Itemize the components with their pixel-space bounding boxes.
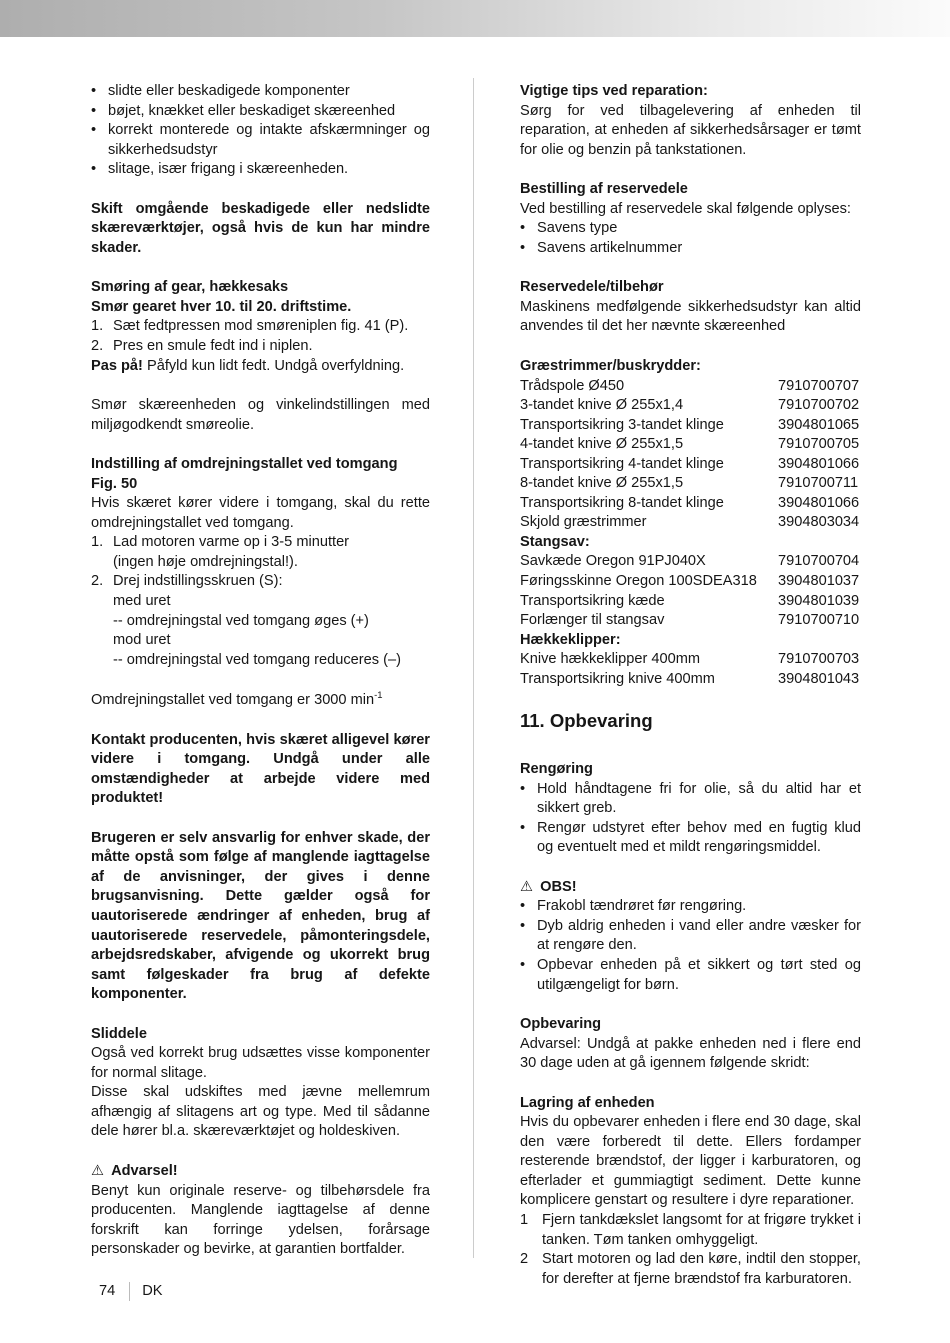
paragraph: Advarsel: Undgå at pakke enheden ned i flere end 30 dage uden at gå igennem følgende skridt:	[520, 1035, 861, 1072]
bold-paragraph: Skift omgående beskadigede eller nedslidte skæreværktøjer, også hvis de kun har mindre skader.	[91, 200, 430, 256]
heading-line: Lagring af enheden	[520, 1094, 655, 1111]
bullet-item	[520, 780, 861, 819]
language-code: DK	[142, 1283, 163, 1299]
section-heading	[520, 180, 861, 200]
note-lead: Pas på!	[91, 357, 143, 374]
part-name: 4-tandet knive Ø 255x1,5	[520, 436, 684, 453]
page-number: 74	[99, 1283, 116, 1299]
list-number: 1	[520, 1212, 529, 1229]
warning-heading	[91, 1162, 430, 1182]
list-number: 1.	[91, 534, 104, 551]
left-column	[91, 82, 430, 1280]
section-heading	[91, 1025, 430, 1045]
part-number: 7910700711	[778, 475, 859, 492]
section-heading	[520, 82, 861, 102]
bullet-item	[91, 102, 430, 122]
part-number: 7910700704	[778, 553, 860, 570]
list-line: Fjern tankdækslet langsomt for at frigøre trykket i tanken. Tøm tanken omhyggeligt.	[542, 1212, 861, 1248]
part-number: 7910700702	[778, 397, 860, 414]
bullet-list	[520, 897, 861, 995]
numbered-list	[520, 1211, 861, 1289]
bullet-marker: •	[91, 102, 97, 119]
part-name: 8-tandet knive Ø 255x1,5	[520, 475, 684, 492]
part-number: 3904801037	[778, 573, 860, 590]
part-name: Transportsikring knive 400mm	[520, 670, 715, 687]
bullet-text: Opbevar enheden på et sikkert og tørt sted og utilgængeligt for børn.	[537, 957, 861, 993]
bullet-item	[520, 219, 861, 239]
warning-label: OBS!	[540, 878, 577, 895]
parts-section-header: Hækkeklipper:	[520, 631, 621, 648]
paragraph: Sørg for ved tilbagelevering af enheden til reparation, at enheden af sikkerhedsårsager er tømt for olie og benzin på tankstationen.	[520, 102, 861, 158]
bullet-marker: •	[520, 819, 526, 836]
bullet-item	[520, 917, 861, 956]
paragraph: Også ved korrekt brug udsættes visse komponenter for normal slitage.	[91, 1045, 430, 1081]
list-number: 1.	[91, 318, 104, 335]
bullet-list	[91, 82, 430, 180]
bullet-marker: •	[520, 239, 526, 256]
section-heading	[91, 455, 430, 494]
numbered-list	[91, 533, 430, 670]
part-number: 3904801066	[778, 455, 860, 472]
parts-row	[520, 474, 861, 494]
part-number: 7910700705	[778, 436, 860, 453]
list-line: Start motoren og lad den køre, indtil den stopper, for derefter at fjerne brændstof fra karburatoren.	[542, 1251, 861, 1287]
part-number: 3904801043	[778, 670, 860, 687]
list-text	[542, 1211, 861, 1250]
paragraph: Hvis du opbevarer enheden i flere end 30 dage, skal den være forberedt til dette. Ellers fordamper resterende brændstof, der ligger i karburatoren, og efterlader et gummiagtigt sediment. Dette kunne komplicere genstart og resultere i dyre reparationer.	[520, 1114, 861, 1209]
bold-paragraph: Kontakt producenten, hvis skæret alligevel kører videre i tomgang. Undgå under alle omstændigheder at arbejde videre med produktet!	[91, 731, 430, 807]
note-paragraph: Pas på! Påfyld kun lidt fedt. Undgå overfyldning.	[91, 357, 405, 374]
heading-line: Sliddele	[91, 1025, 147, 1042]
bullet-text: bøjet, knækket eller beskadiget skæreenhed	[108, 102, 396, 119]
parts-row	[520, 572, 861, 592]
footer-divider	[129, 1282, 130, 1301]
list-item	[520, 1211, 861, 1250]
list-text	[113, 533, 430, 572]
list-text	[113, 317, 430, 337]
column-divider	[473, 78, 474, 1258]
bullet-list	[520, 219, 861, 258]
parts-row	[520, 416, 861, 436]
section-heading	[91, 278, 430, 317]
part-name: Savkæde Oregon 91PJ040X	[520, 553, 706, 570]
part-name: Transportsikring kæde	[520, 592, 665, 609]
warning-heading	[520, 878, 861, 898]
heading-line: Indstilling af omdrejningstallet ved tomgang	[91, 456, 398, 473]
list-subline: -- omdrejningstal ved tomgang øges (+)	[113, 612, 369, 629]
list-line: Drej indstillingsskruen (S):	[113, 573, 283, 590]
list-line: Sæt fedtpressen mod smøreniplen fig. 41 (P).	[113, 318, 409, 335]
part-name: Skjold græstrimmer	[520, 514, 647, 531]
parts-row	[520, 611, 861, 631]
section-heading	[520, 1094, 861, 1114]
superscript: -1	[374, 690, 383, 702]
part-number: 3904801066	[778, 494, 860, 511]
paragraph: Disse skal udskiftes med jævne mellemrum afhængig af slitagens art og type. Med til sådanne dele hører bl.a. skæreværktøjet og holdeskiven.	[91, 1084, 430, 1140]
list-number: 2.	[91, 338, 104, 355]
list-item	[91, 572, 430, 670]
bullet-text: Savens artikelnummer	[537, 239, 683, 256]
parts-row	[520, 494, 861, 514]
bullet-text: Hold håndtagene fri for olie, så du altid har et sikkert greb.	[537, 780, 861, 817]
chapter-heading: 11. Opbevaring	[520, 710, 653, 732]
section-heading	[520, 760, 861, 780]
bullet-item	[520, 956, 861, 995]
parts-section-header: Stangsav:	[520, 533, 590, 550]
part-name: Transportsikring 4-tandet klinge	[520, 455, 724, 472]
paragraph: Ved bestilling af reservedele skal følgende oplyses:	[520, 200, 851, 217]
part-name: Transportsikring 3-tandet klinge	[520, 416, 724, 433]
heading-line: Smør gearet hver 10. til 20. driftstime.	[91, 298, 352, 315]
part-name: Forlænger til stangsav	[520, 612, 665, 629]
warning-label: Advarsel!	[111, 1163, 178, 1180]
bullet-marker: •	[520, 957, 526, 974]
list-item	[91, 533, 430, 572]
bullet-text: Rengør udstyret efter behov med en fugtig klud og eventuelt med et mildt rengøringsmiddel.	[537, 819, 861, 856]
bullet-text: Savens type	[537, 220, 618, 237]
part-name: 3-tandet knive Ø 255x1,4	[520, 397, 684, 414]
bullet-item	[520, 239, 861, 259]
bold-paragraph: Brugeren er selv ansvarlig for enhver skade, der måtte opstå som følge af manglende iagttagelse af de anvisninger, der gives i denne brugsanvisning. Dette gælder også for uautoriserede ændringer af enheden, brug af uautoriserede reservedele, påmonteringsdele, arbejdsredskaber, afvigende og ukorrekt brug samt følgeskader fra brug af defekte komponenter.	[91, 829, 430, 1003]
heading-line: Opbevaring	[520, 1016, 602, 1033]
bullet-item	[520, 819, 861, 858]
bullet-text: Dyb aldrig enheden i vand eller andre væsker for at rengøre den.	[537, 917, 861, 954]
bullet-marker: •	[520, 898, 526, 915]
parts-row	[520, 552, 861, 572]
bullet-marker: •	[520, 220, 526, 237]
bullet-item	[91, 82, 430, 102]
list-line: Pres en smule fedt ind i niplen.	[113, 338, 313, 355]
heading-line: Fig. 50	[91, 475, 138, 492]
part-name: Knive hækkeklipper 400mm	[520, 651, 701, 668]
bullet-item	[520, 897, 861, 917]
heading-line: Vigtige tips ved reparation:	[520, 83, 708, 99]
parts-row	[520, 377, 861, 397]
bullet-marker: •	[91, 122, 97, 139]
paragraph: Smør skæreenheden og vinkelindstillingen med miljøgodkendt smøreolie.	[91, 397, 430, 433]
warning-icon: ⚠	[520, 878, 534, 895]
list-text	[542, 1250, 861, 1289]
bullet-text: korrekt monterede og intakte afskærmninger og sikkerhedsudstyr	[108, 122, 430, 158]
heading-line: Smøring af gear, hækkesaks	[91, 279, 289, 296]
heading-line: Reservedele/tilbehør	[520, 279, 664, 296]
parts-row	[520, 670, 861, 690]
part-number: 3904801039	[778, 592, 860, 609]
part-name: Transportsikring 8-tandet klinge	[520, 494, 724, 511]
bullet-marker: •	[520, 917, 526, 934]
part-number: 7910700703	[778, 651, 860, 668]
bullet-text: slidte eller beskadigede komponenter	[108, 83, 350, 99]
numbered-list	[91, 317, 430, 356]
part-name: Trådspole Ø450	[520, 377, 625, 394]
section-heading	[520, 278, 861, 298]
warning-icon: ⚠	[91, 1163, 105, 1180]
list-item	[520, 1250, 861, 1289]
page-header-band	[0, 0, 950, 37]
list-subline: mod uret	[113, 632, 171, 649]
parts-row	[520, 435, 861, 455]
list-subline: (ingen høje omdrejningstal!).	[113, 553, 298, 570]
page-footer	[99, 1282, 163, 1302]
list-subline: -- omdrejningstal ved tomgang reduceres (–)	[113, 651, 401, 668]
parts-section-header: Græstrimmer/buskrydder:	[520, 358, 701, 375]
part-number: 3904803034	[778, 514, 860, 531]
bullet-marker: •	[520, 780, 526, 797]
parts-row	[520, 513, 861, 533]
parts-row	[520, 396, 861, 416]
bullet-item	[91, 121, 430, 160]
list-number: 2.	[91, 573, 104, 590]
list-text	[113, 572, 430, 670]
list-item	[91, 317, 430, 337]
paragraph: Benyt kun originale reserve- og tilbehørsdele fra producenten. Manglende iagttagelse af denne forskrift kan forringe ydelsen, forårsage personskader og bevirke, at garantien bortfalder.	[91, 1182, 430, 1258]
section-heading	[520, 1015, 861, 1035]
heading-line: Rengøring	[520, 761, 593, 778]
list-number: 2	[520, 1251, 529, 1268]
parts-row	[520, 592, 861, 612]
paragraph: Maskinens medfølgende sikkerhedsudstyr kan altid anvendes til det her nævnte skæreenhed	[520, 298, 861, 335]
bullet-marker: •	[91, 161, 97, 178]
list-subline: med uret	[113, 593, 171, 610]
paragraph: Omdrejningstallet ved tomgang er 3000 $\min^{-1}$	[91, 690, 383, 709]
part-number: 7910700710	[778, 612, 860, 629]
bullet-text: Frakobl tændrøret før rengøring.	[537, 898, 747, 915]
list-item	[91, 337, 430, 357]
right-column	[520, 82, 861, 1309]
bullet-text: slitage, især frigang i skæreenheden.	[108, 161, 349, 178]
parts-row	[520, 455, 861, 475]
part-number: 7910700707	[778, 377, 860, 394]
part-number: 3904801065	[778, 416, 860, 433]
parts-row	[520, 650, 861, 670]
list-text	[113, 337, 430, 357]
bullet-item	[91, 160, 430, 180]
bullet-marker: •	[91, 83, 97, 99]
parts-table	[520, 357, 861, 689]
list-line: Lad motoren varme op i 3-5 minutter	[113, 534, 350, 551]
paragraph: Hvis skæret kører videre i tomgang, skal du rette omdrejningstallet ved tomgang.	[91, 495, 430, 531]
bullet-list	[520, 780, 861, 858]
heading-line: Bestilling af reservedele	[520, 181, 688, 198]
part-name: Føringsskinne Oregon 100SDEA318	[520, 573, 757, 590]
